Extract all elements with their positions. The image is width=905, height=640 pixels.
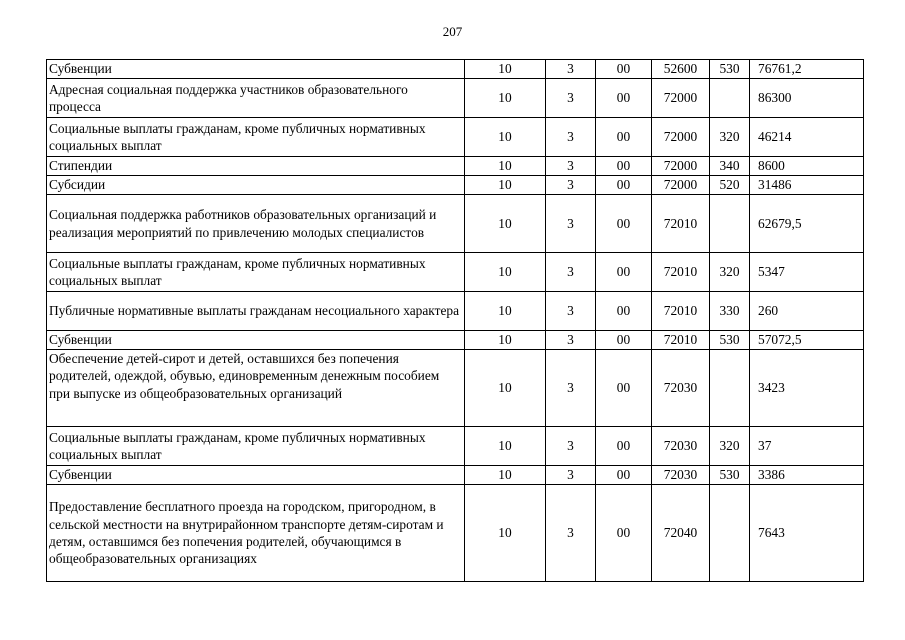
program-code: 00	[596, 253, 652, 292]
target-code: 72030	[652, 466, 710, 485]
section-code: 10	[465, 195, 546, 253]
section-code: 10	[465, 427, 546, 466]
amount: 37	[750, 427, 864, 466]
target-code: 72000	[652, 79, 710, 118]
expense-type-code: 520	[710, 176, 750, 195]
program-code: 00	[596, 157, 652, 176]
section-code: 10	[465, 157, 546, 176]
expense-type-code: 530	[710, 60, 750, 79]
amount: 46214	[750, 118, 864, 157]
item-name: Адресная социальная поддержка участников образовательного процесса	[47, 79, 465, 118]
target-code: 72000	[652, 176, 710, 195]
program-code: 00	[596, 331, 652, 350]
table-row	[47, 60, 864, 79]
section-code: 10	[465, 253, 546, 292]
item-name: Субвенции	[47, 331, 465, 350]
page-number: 207	[442, 24, 463, 39]
table-row	[47, 118, 864, 157]
item-name: Социальные выплаты гражданам, кроме публичных нормативных социальных выплат	[47, 118, 465, 157]
amount: 8600	[750, 157, 864, 176]
amount: 62679,5	[750, 195, 864, 253]
table-row	[47, 350, 864, 427]
table-row	[47, 331, 864, 350]
section-code: 10	[465, 466, 546, 485]
subsection-code: 3	[546, 331, 596, 350]
target-code: 72030	[652, 427, 710, 466]
item-name: Предоставление бесплатного проезда на городском, пригородном, в сельской местности на внутрирайонном транспорте детям-сиротам и детям, оставшимся без попечения родителей, обучающимся в общеобразовательных организациях	[47, 485, 465, 582]
program-code: 00	[596, 195, 652, 253]
section-code: 10	[465, 176, 546, 195]
target-code: 72010	[652, 331, 710, 350]
item-name: Публичные нормативные выплаты гражданам несоциального характера	[47, 292, 465, 331]
expense-type-code: 340	[710, 157, 750, 176]
program-code: 00	[596, 485, 652, 582]
item-name: Субсидии	[47, 176, 465, 195]
table-row	[47, 485, 864, 582]
target-code: 72000	[652, 157, 710, 176]
program-code: 00	[596, 292, 652, 331]
program-code: 00	[596, 176, 652, 195]
subsection-code: 3	[546, 253, 596, 292]
amount: 86300	[750, 79, 864, 118]
section-code: 10	[465, 60, 546, 79]
expense-type-code: 320	[710, 253, 750, 292]
subsection-code: 3	[546, 79, 596, 118]
amount: 5347	[750, 253, 864, 292]
program-code: 00	[596, 466, 652, 485]
item-name: Субвенции	[47, 466, 465, 485]
table-row	[47, 427, 864, 466]
item-name: Стипендии	[47, 157, 465, 176]
expense-type-code: 320	[710, 118, 750, 157]
section-code: 10	[465, 331, 546, 350]
expense-type-code	[710, 485, 750, 582]
budget-table-body	[47, 60, 864, 582]
section-code: 10	[465, 292, 546, 331]
subsection-code: 3	[546, 118, 596, 157]
subsection-code: 3	[546, 292, 596, 331]
table-row	[47, 253, 864, 292]
expense-type-code	[710, 195, 750, 253]
subsection-code: 3	[546, 350, 596, 427]
expense-type-code	[710, 79, 750, 118]
subsection-code: 3	[546, 466, 596, 485]
subsection-code: 3	[546, 157, 596, 176]
program-code: 00	[596, 350, 652, 427]
subsection-code: 3	[546, 176, 596, 195]
table-row	[47, 79, 864, 118]
expense-type-code: 330	[710, 292, 750, 331]
table-row	[47, 157, 864, 176]
program-code: 00	[596, 118, 652, 157]
item-name: Социальные выплаты гражданам, кроме публичных нормативных социальных выплат	[47, 253, 465, 292]
target-code: 72010	[652, 292, 710, 331]
target-code: 72000	[652, 118, 710, 157]
expense-type-code	[710, 350, 750, 427]
expense-type-code: 530	[710, 466, 750, 485]
section-code: 10	[465, 79, 546, 118]
amount: 57072,5	[750, 331, 864, 350]
program-code: 00	[596, 60, 652, 79]
item-name: Социальные выплаты гражданам, кроме публичных нормативных социальных выплат	[47, 427, 465, 466]
amount: 76761,2	[750, 60, 864, 79]
item-name: Социальная поддержка работников образовательных организаций и реализация мероприятий по привлечению молодых специалистов	[47, 195, 465, 253]
table-row	[47, 195, 864, 253]
program-code: 00	[596, 427, 652, 466]
expense-type-code: 320	[710, 427, 750, 466]
table-row	[47, 292, 864, 331]
amount: 7643	[750, 485, 864, 582]
item-name: Обеспечение детей-сирот и детей, оставшихся без попечения родителей, одеждой, обувью, единовременным денежным пособием при выпуске из общеобразовательных организаций	[47, 350, 465, 427]
section-code: 10	[465, 485, 546, 582]
table-row	[47, 466, 864, 485]
subsection-code: 3	[546, 485, 596, 582]
subsection-code: 3	[546, 60, 596, 79]
target-code: 72010	[652, 253, 710, 292]
target-code: 52600	[652, 60, 710, 79]
amount: 31486	[750, 176, 864, 195]
amount: 260	[750, 292, 864, 331]
table-row	[47, 176, 864, 195]
item-name: Субвенции	[47, 60, 465, 79]
budget-table	[46, 59, 864, 582]
target-code: 72040	[652, 485, 710, 582]
section-code: 10	[465, 118, 546, 157]
target-code: 72010	[652, 195, 710, 253]
section-code: 10	[465, 350, 546, 427]
amount: 3386	[750, 466, 864, 485]
subsection-code: 3	[546, 195, 596, 253]
amount: 3423	[750, 350, 864, 427]
program-code: 00	[596, 79, 652, 118]
expense-type-code: 530	[710, 331, 750, 350]
target-code: 72030	[652, 350, 710, 427]
subsection-code: 3	[546, 427, 596, 466]
